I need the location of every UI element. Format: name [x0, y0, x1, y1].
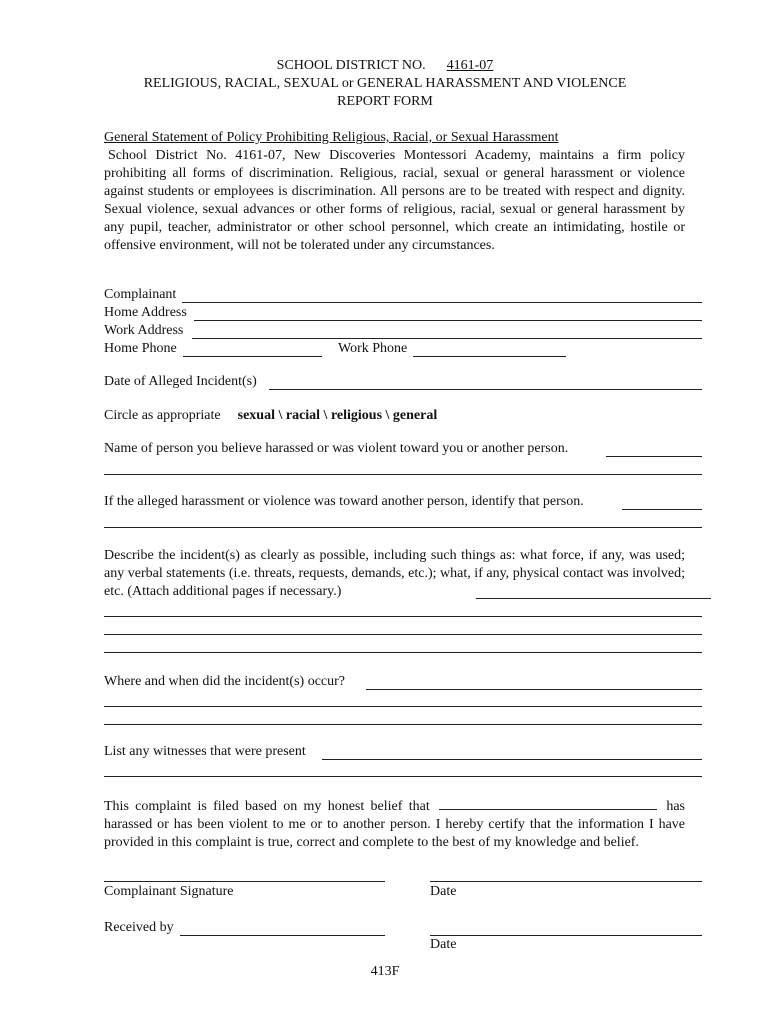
where-when-line-3[interactable] [104, 724, 702, 725]
complainant-signature-label: Complainant Signature [104, 884, 234, 899]
district-header [0, 58, 770, 74]
another-person-label: If the alleged harassment or violence was toward another person, identify that person. [104, 494, 584, 509]
describe-line-inline[interactable] [476, 598, 711, 599]
date1-label: Date [430, 884, 457, 899]
witnesses-label: List any witnesses that were present [104, 744, 306, 759]
where-when-label: Where and when did the incident(s) occur? [104, 674, 346, 689]
name-person-line-inline[interactable] [606, 456, 702, 457]
witnesses-line-inline[interactable] [322, 759, 702, 760]
date1-line[interactable] [430, 881, 702, 882]
another-person-line-2[interactable] [104, 527, 702, 528]
complainant-label: Complainant [104, 287, 177, 302]
describe-label [104, 547, 685, 601]
home-address-line[interactable] [194, 320, 702, 321]
district-number: 4161-07 [446, 58, 494, 73]
complainant-signature-line[interactable] [104, 881, 385, 882]
where-when-line-inline[interactable] [366, 689, 702, 690]
work-phone-line[interactable] [413, 356, 566, 357]
form-title: RELIGIOUS, RACIAL, SEXUAL or GENERAL HARASSMENT AND VIOLENCE [143, 76, 627, 91]
received-by-line[interactable] [180, 935, 385, 936]
policy-body: School District No. 4161-07, New Discoveries Montessori Academy, maintains a firm policy prohibiting all forms of discrimination. Religious, racial, sexual or general harassment or violence against students or employees is discrimination. All persons are to be treated with respect and dignity. Sexual violence, sexual advances or other forms of religious, racial, sexual or general harassment by any pupil, teacher, administrator or other school personnel, which create an intimidating, hostile or offensive environment, will not be tolerated under any circumstances. [104, 148, 685, 253]
certification-part1: This complaint is filed based on my honest belief that [104, 799, 430, 814]
describe-text: Describe the incident(s) as clearly as possible, including such things as: what force, if any, was used; any verbal statements (i.e. threats, requests, demands, etc.); what, if any, physical contact was involved; etc. (Attach additional pages if necessary.) [104, 548, 685, 599]
date-incident-line[interactable] [269, 389, 702, 390]
district-prefix: SCHOOL DISTRICT NO. [276, 58, 426, 73]
witnesses-line-2[interactable] [104, 776, 702, 777]
form-subtitle: REPORT FORM [337, 94, 433, 109]
describe-line-4[interactable] [104, 652, 702, 653]
name-person-line-2[interactable] [104, 474, 702, 475]
date-incident-label: Date of Alleged Incident(s) [104, 374, 257, 389]
certification-part2: has harassed or has been violent to me or to another person. I hereby certify that the information I have provided in this complaint is true, correct and complete to the best of my knowledge and belief. [104, 799, 685, 850]
accused-name-field[interactable] [439, 795, 657, 810]
home-phone-label: Home Phone [104, 341, 177, 356]
where-when-line-2[interactable] [104, 706, 702, 707]
describe-line-3[interactable] [104, 634, 702, 635]
circle-options[interactable]: sexual \ racial \ religious \ general [237, 408, 438, 423]
policy-heading: General Statement of Policy Prohibiting Religious, Racial, or Sexual Harassment [104, 130, 559, 145]
another-person-line-inline[interactable] [622, 509, 702, 510]
date2-line[interactable] [430, 935, 702, 936]
name-person-label: Name of person you believe harassed or was violent toward you or another person. [104, 441, 569, 456]
home-address-label: Home Address [104, 305, 187, 320]
circle-row [104, 408, 437, 424]
date2-label: Date [430, 937, 457, 952]
work-phone-label: Work Phone [338, 341, 408, 356]
form-number: 413F [370, 964, 400, 979]
received-by-label: Received by [104, 920, 174, 935]
certification-paragraph [104, 795, 685, 852]
complainant-line[interactable] [182, 302, 702, 303]
work-address-label: Work Address [104, 323, 184, 338]
home-phone-line[interactable] [183, 356, 322, 357]
work-address-line[interactable] [192, 338, 702, 339]
describe-line-2[interactable] [104, 616, 702, 617]
circle-label: Circle as appropriate [104, 408, 221, 423]
